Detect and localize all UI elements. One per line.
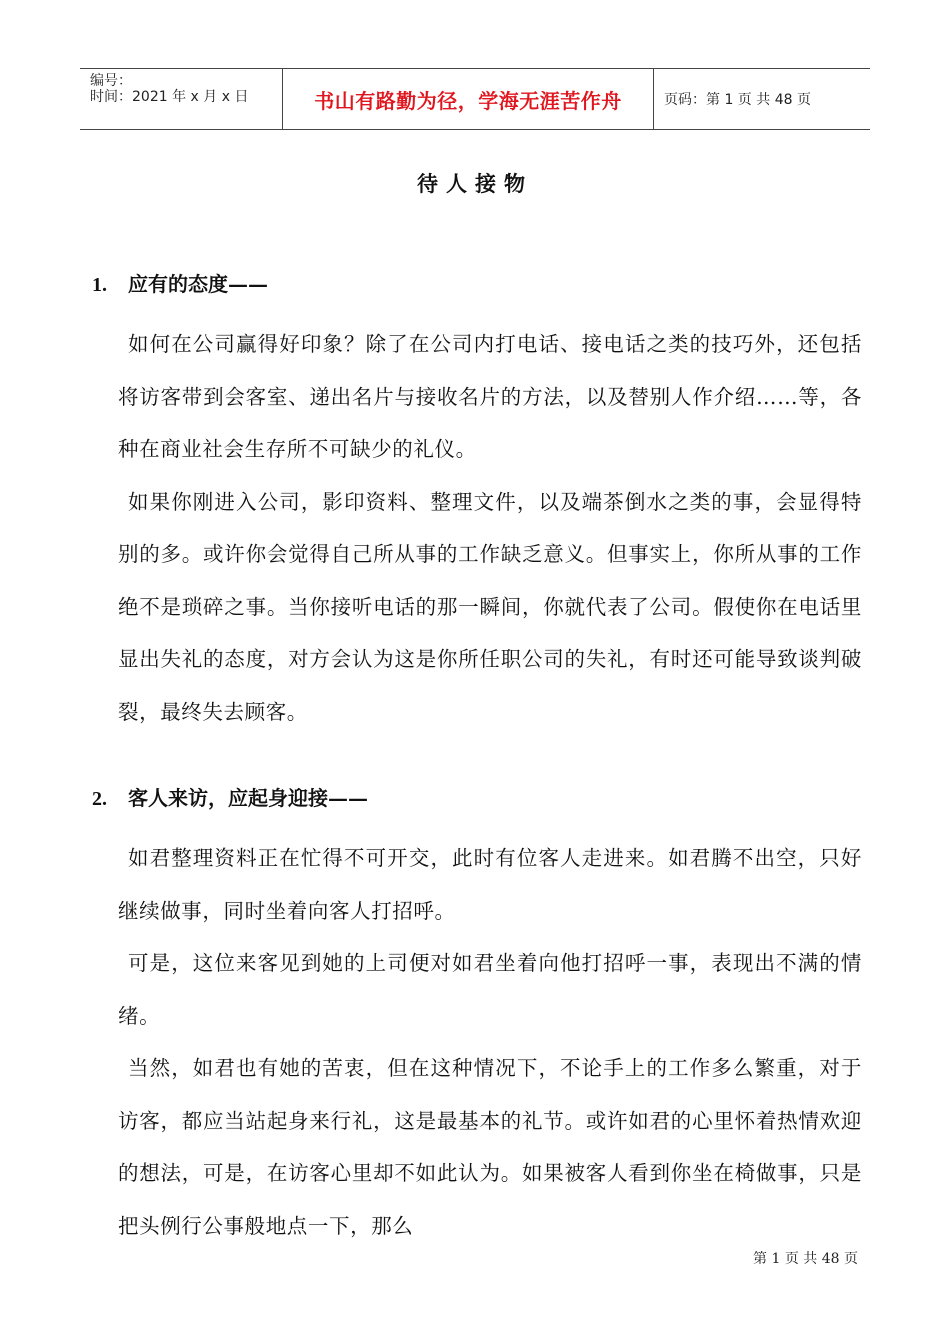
section-heading [92, 266, 862, 302]
paragraph: 可是，这位来客见到她的上司便对如君坐着向他打招呼一事，表现出不满的情绪。 [118, 951, 862, 1028]
paragraph: 如君整理资料正在忙得不可开交，此时有位客人走进来。如君腾不出空，只好继续做事，同时坐着向客人打招呼。 [118, 846, 862, 923]
document-title: 待人接物 [417, 171, 533, 196]
section-heading-text: 应有的态度—— [128, 272, 268, 296]
paragraph: 如何在公司赢得好印象？除了在公司内打电话、接电话之类的技巧外，还包括将访客带到会客室、递出名片与接收名片的方法，以及替别人作介绍……等，各种在商业社会生存所不可缺少的礼仪。 [118, 332, 862, 461]
header-meta-cell [80, 69, 282, 129]
page-footer: 第 1 页 共 48 页 [753, 1251, 858, 1267]
paragraph: 如果你刚进入公司，影印资料、整理文件，以及端茶倒水之类的事，会显得特别的多。或许你会觉得自己所从事的工作缺乏意义。但事实上，你所从事的工作绝不是琐碎之事。当你接听电话的那一瞬间，你就代表了公司。假使你在电话里显出失礼的态度，对方会认为这是你所任职公司的失礼，有时还可能导致谈判破裂，最终失去顾客。 [118, 489, 862, 724]
page-info: 页码：第 1 页 共 48 页 [664, 92, 811, 108]
document-body [92, 266, 862, 1252]
time-label: 时间：2021 年 x 月 x 日 [90, 89, 249, 105]
page-header [80, 68, 870, 130]
paragraph: 当然，如君也有她的苦衷，但在这种情况下，不论手上的工作多么繁重，对于访客，都应当站起身来行礼，这是最基本的礼节。或许如君的心里怀着热情欢迎的想法，可是，在访客心里却不如此认为。如果被客人看到你坐在椅做事，只是把头例行公事般地点一下，那么 [118, 1056, 862, 1238]
section-number: 2. [92, 788, 107, 810]
section-number: 1. [92, 274, 107, 296]
header-page-cell [654, 69, 870, 129]
section-heading-text: 客人来访，应起身迎接—— [128, 786, 368, 810]
header-motto-cell [282, 69, 654, 129]
motto-text: 书山有路勤为径，学海无涯苦作舟 [314, 88, 622, 113]
number-label: 编号： [90, 73, 132, 89]
section-heading [92, 780, 862, 816]
